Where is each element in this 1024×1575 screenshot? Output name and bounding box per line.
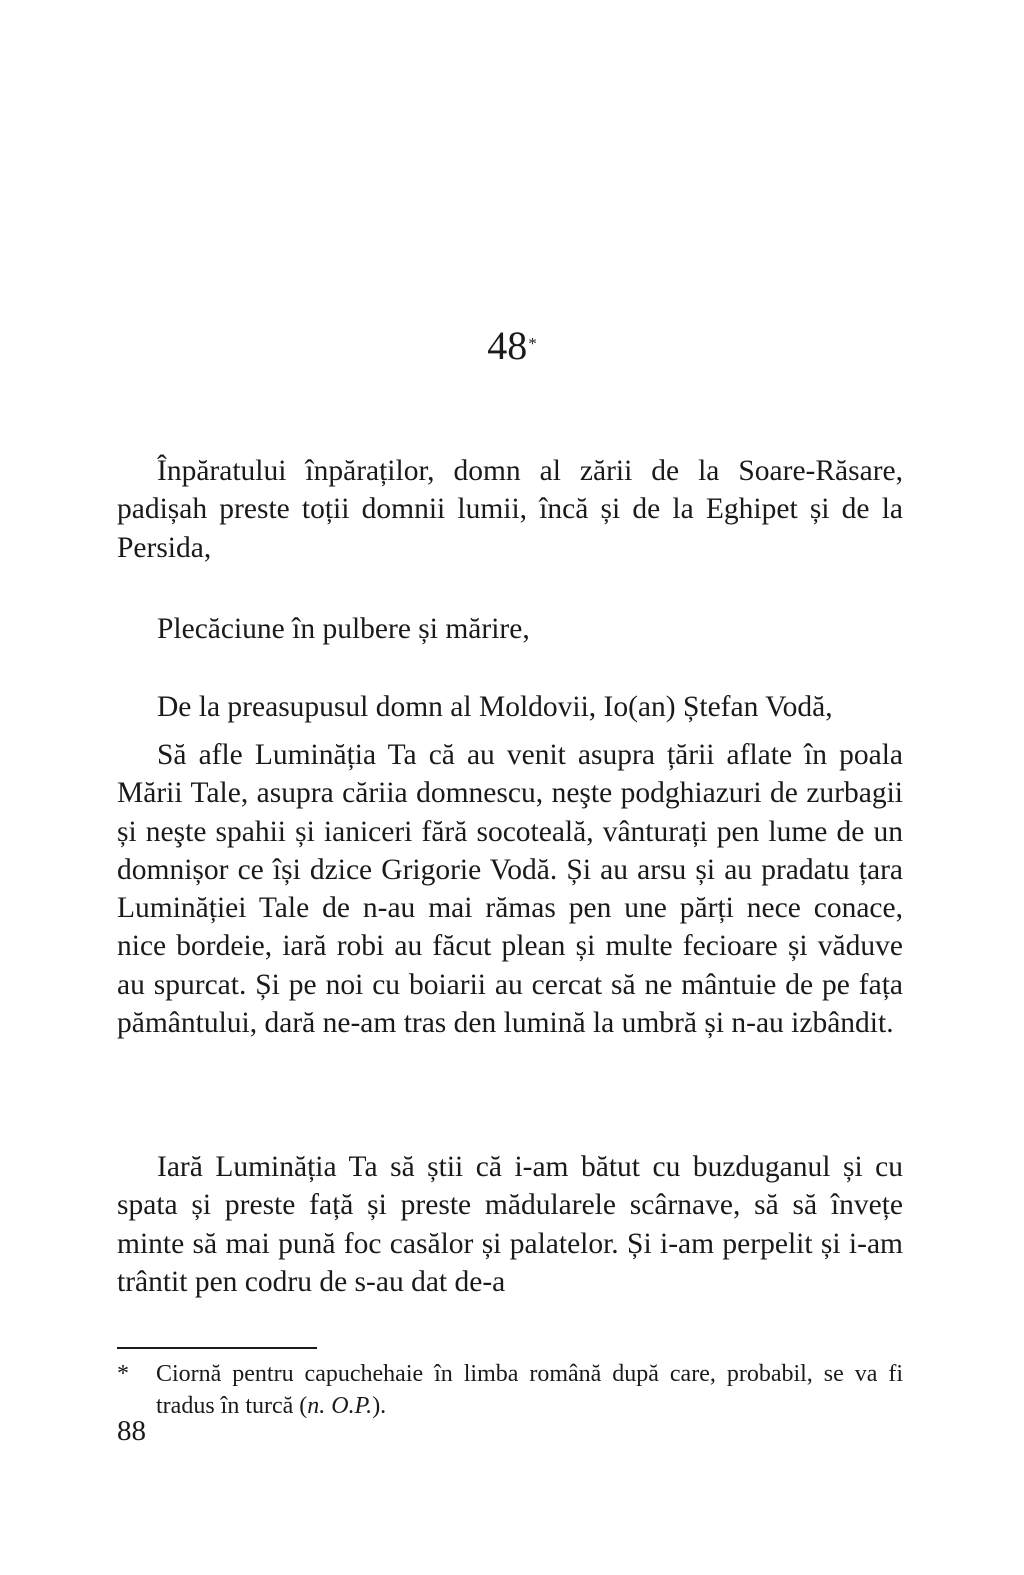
paragraph-body-2 xyxy=(117,1148,903,1301)
paragraph-address xyxy=(117,452,903,567)
body-2-text: Iară Luminăția Ta să știi că i-am bătut cu buzduganul și cu spata și preste față și preste mădularele scârnave, să să învețe minte să mai pună foc casălor și palatelor. Și i-am perpelit și i-am trântit pen codru de s-au dat de-a xyxy=(117,1151,903,1298)
footnote xyxy=(117,1358,903,1422)
paragraph-sender xyxy=(117,688,903,726)
greeting-text: Plecăciune în pulbere și mărire, xyxy=(157,613,530,645)
page-number: 88 xyxy=(117,1415,146,1447)
body-1-text: Să afle Luminăția Ta că au venit asupra țării aflate în poala Mării Tale, asupra căriia domnescu, neşte podghiazuri de zurbagii și neşte spahii și ianiceri fără socoteală, vânturați pen lume de un domnișor ce își dzice Grigorie Vodă. Și au arsu și au pradatu țara Luminăției Tale de n-au mai rămas pen une părți nece conace, nice bordeie, iară robi au făcut plean și multe fecioare și văduve au spurcat. Și pe noi cu boiarii au cercat să ne mântuie de pe fața pământului, dară ne-am tras den lumină la umbră și n-au izbândit. xyxy=(117,739,903,1040)
paragraph-body-1 xyxy=(117,736,903,1042)
footnote-body: Ciornă pentru capuchehaie în limba română după care, probabil, se va fi tradus în turcă ( xyxy=(156,1361,903,1419)
footnote-abbreviation: n. O.P. xyxy=(307,1393,373,1419)
footnote-end: ). xyxy=(372,1393,387,1419)
chapter-number: 48 xyxy=(487,323,528,368)
footnote-text xyxy=(156,1358,903,1422)
sender-text: De la preasupusul domn al Moldovii, Io(an) Ștefan Vodă, xyxy=(157,691,833,723)
chapter-footnote-marker: * xyxy=(528,334,537,353)
chapter-title xyxy=(0,322,1024,370)
footnote-divider xyxy=(117,1347,317,1349)
address-text: Înpăratului înpăraților, domn al zării de la Soare-Răsare, padișah preste toții domnii lumii, încă și de la Eghipet și de la Persida, xyxy=(117,455,903,564)
footnote-marker: * xyxy=(117,1361,129,1387)
paragraph-greeting xyxy=(117,610,903,648)
